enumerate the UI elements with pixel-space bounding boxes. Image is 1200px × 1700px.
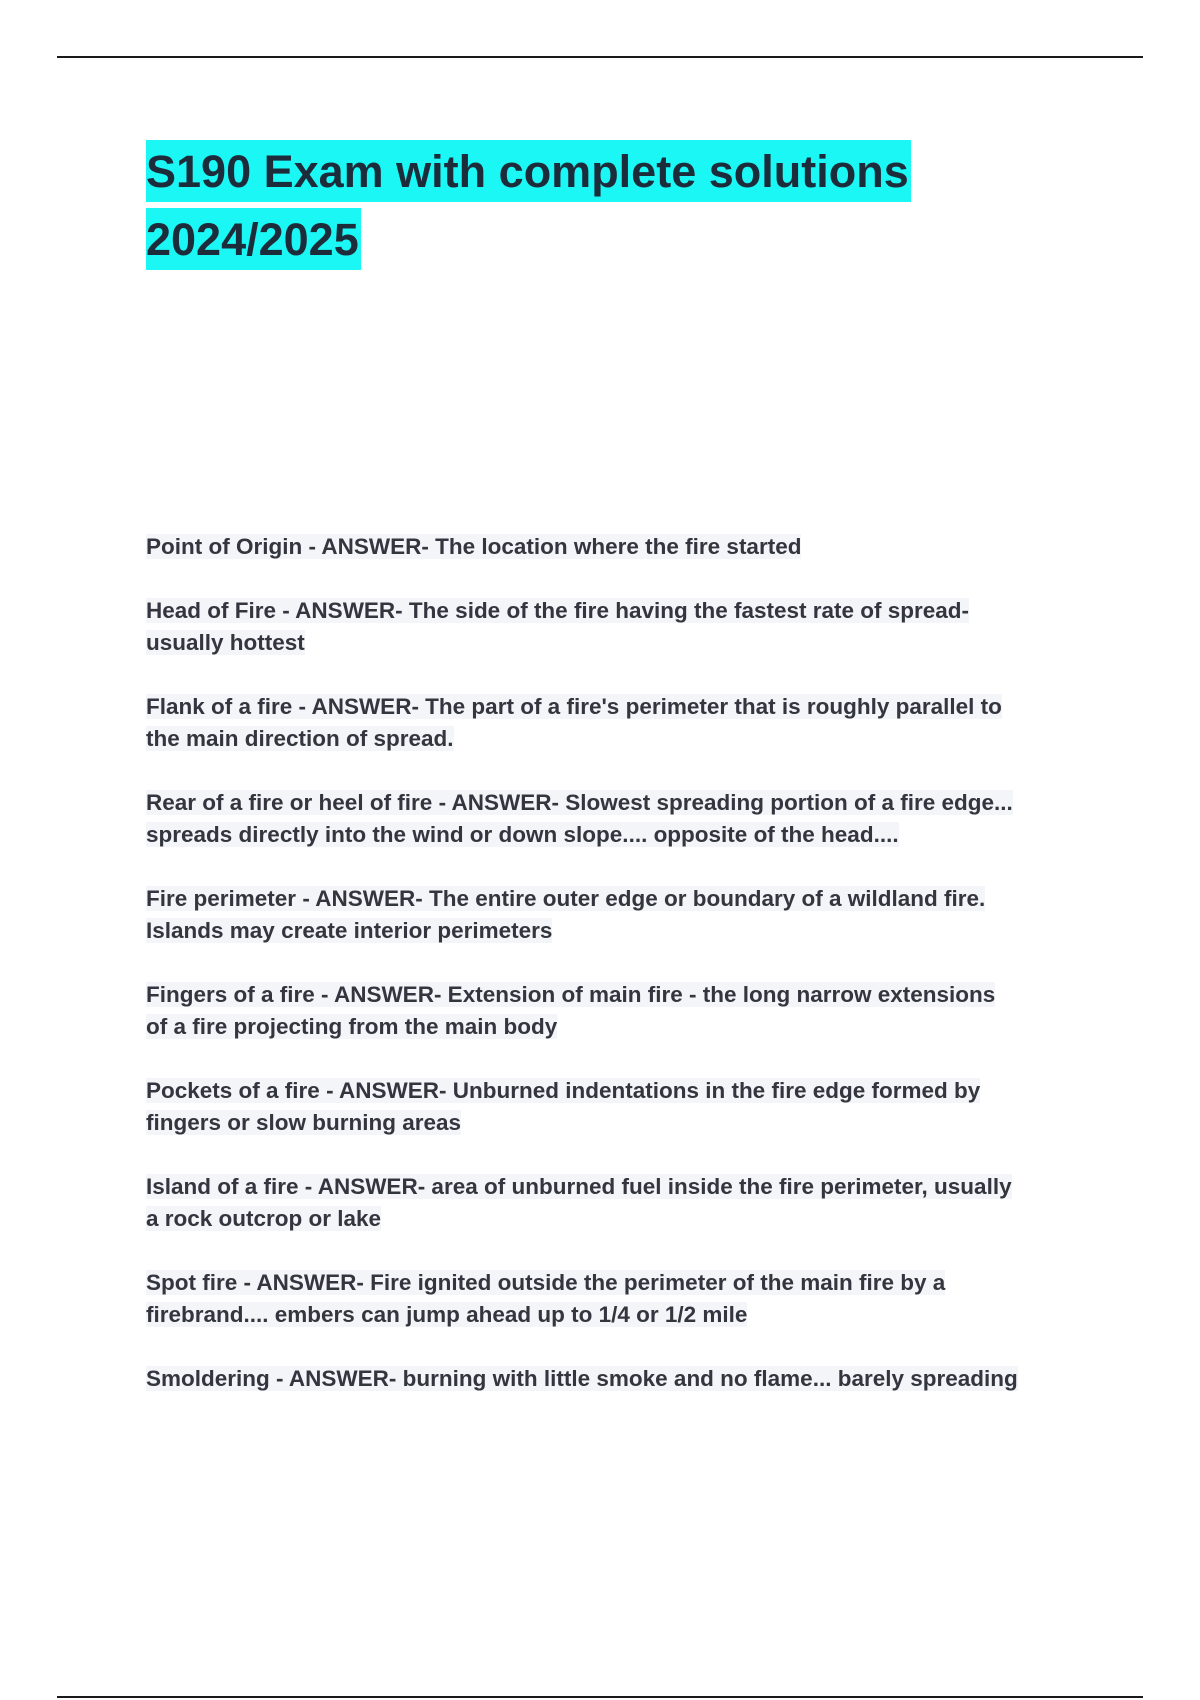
qa-line: usually hottest (146, 630, 305, 655)
qa-line: spreads directly into the wind or down slope.... opposite of the head.... (146, 822, 899, 847)
qa-item-smoldering (146, 1363, 1106, 1395)
qa-line: firebrand.... embers can jump ahead up to 1/4 or 1/2 mile (146, 1302, 748, 1327)
footer-rule (57, 1696, 1143, 1698)
title-line-2: 2024/2025 (146, 208, 361, 270)
qa-line: Flank of a fire - ANSWER- The part of a fire's perimeter that is roughly parallel to (146, 694, 1002, 719)
qa-line: Spot fire - ANSWER- Fire ignited outside the perimeter of the main fire by a (146, 1270, 946, 1295)
qa-line: Rear of a fire or heel of fire - ANSWER- Slowest spreading portion of a fire edge... (146, 790, 1013, 815)
header-rule (57, 56, 1143, 58)
title-line-1: S190 Exam with complete solutions (146, 140, 911, 202)
qa-line: Smoldering - ANSWER- burning with little smoke and no flame... barely spreading (146, 1366, 1018, 1391)
qa-item-fingers-of-fire (146, 979, 1106, 1043)
qa-item-island-of-fire (146, 1171, 1106, 1235)
qa-line: Fire perimeter - ANSWER- The entire outer edge or boundary of a wildland fire. (146, 886, 986, 911)
qa-item-rear-of-fire (146, 787, 1106, 851)
qa-line: Island of a fire - ANSWER- area of unburned fuel inside the fire perimeter, usually (146, 1174, 1012, 1199)
qa-line: fingers or slow burning areas (146, 1110, 462, 1135)
qa-line: Fingers of a fire - ANSWER- Extension of main fire - the long narrow extensions (146, 982, 996, 1007)
qa-line: a rock outcrop or lake (146, 1206, 382, 1231)
qa-line: Point of Origin - ANSWER- The location where the fire started (146, 534, 802, 559)
document-title (146, 140, 1076, 276)
qa-line: Head of Fire - ANSWER- The side of the fire having the fastest rate of spread- (146, 598, 970, 623)
qa-line: the main direction of spread. (146, 726, 454, 751)
qa-list (146, 531, 1106, 1427)
qa-line: Pockets of a fire - ANSWER- Unburned indentations in the fire edge formed by (146, 1078, 981, 1103)
qa-item-flank-of-fire (146, 691, 1106, 755)
qa-item-spot-fire (146, 1267, 1106, 1331)
qa-item-head-of-fire (146, 595, 1106, 659)
qa-line: of a fire projecting from the main body (146, 1014, 558, 1039)
qa-item-pockets-of-fire (146, 1075, 1106, 1139)
qa-item-point-of-origin (146, 531, 1106, 563)
qa-item-fire-perimeter (146, 883, 1106, 947)
qa-line: Islands may create interior perimeters (146, 918, 553, 943)
